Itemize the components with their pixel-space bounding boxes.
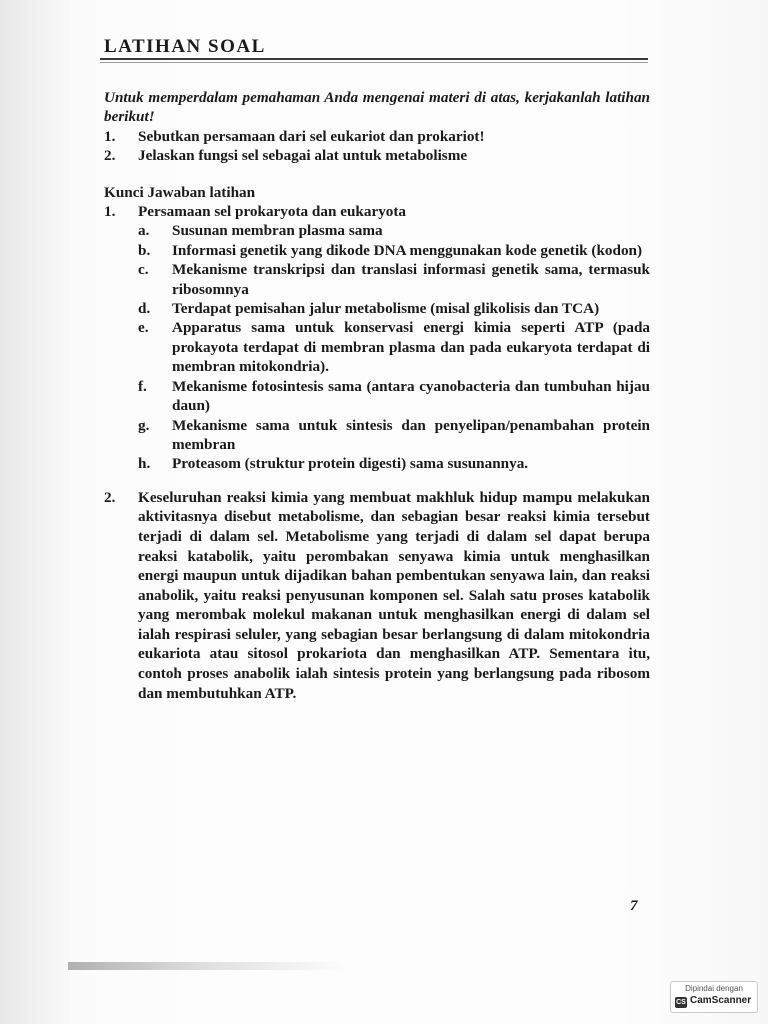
list-item bbox=[104, 299, 650, 318]
list-item bbox=[104, 318, 650, 376]
item-letter: d. bbox=[138, 300, 151, 318]
answer-number: 2. bbox=[104, 488, 116, 506]
item-letter: f. bbox=[138, 377, 147, 395]
watermark-caption: Dipindai dengan bbox=[685, 984, 743, 993]
question-number: 1. bbox=[104, 127, 116, 145]
item-letter: c. bbox=[138, 261, 149, 279]
list-item bbox=[104, 260, 650, 299]
question-number: 2. bbox=[104, 147, 116, 165]
question-list bbox=[104, 127, 650, 166]
answer-key-title: Kunci Jawaban latihan bbox=[104, 183, 256, 201]
answer-1-heading bbox=[104, 202, 650, 221]
answer-number: 1. bbox=[104, 203, 116, 221]
answer-1-list bbox=[104, 221, 650, 473]
item-letter: h. bbox=[138, 455, 151, 473]
document-body bbox=[104, 88, 650, 703]
list-item bbox=[104, 416, 650, 455]
item-text: Mekanisme fotosintesis sama (antara cyanobacteria dan tumbuhan hijau daun) bbox=[172, 377, 650, 415]
question-text: Jelaskan fungsi sel sebagai alat untuk metabolisme bbox=[138, 147, 468, 165]
item-text: Proteasom (struktur protein digesti) sama susunannya. bbox=[172, 455, 529, 473]
answer-2 bbox=[104, 488, 650, 704]
page-number: 7 bbox=[630, 898, 638, 914]
answer-2-paragraph: Keseluruhan reaksi kimia yang membuat makhluk hidup mampu melakukan aktivitasnya disebut metabolisme, dan sebagian besar reaksi kimia tersebut terjadi di dalam sel. Metabolisme yang terjadi di dalam sel dapat berupa reaksi katabolik, yaitu perombakan senyawa kimia untuk menghasilkan energi maupun untuk dijadikan bahan pembentukan senyawa lain, dan reaksi anabolik, yaitu reaksi penyusunan komponen sel. Salah satu proses katabolik yang merombak molekul makanan untuk menghasilkan energi di dalam sel ialah respirasi seluler, yang sebagian besar berlangsung di dalam mitokondria eukariota atau sitosol prokariota dan menghasilkan ATP. Sementara itu, contoh proses anabolik ialah sintesis protein yang berlangsung pada ribosom dan membutuhkan ATP. bbox=[138, 488, 650, 702]
page-title: LATIHAN SOAL bbox=[104, 36, 266, 57]
item-text: Apparatus sama untuk konservasi energi kimia seperti ATP (pada prokayota terdapat di membran plasma dan pada eukaryota terdapat di membran mitokondria). bbox=[172, 319, 650, 376]
item-letter: a. bbox=[138, 222, 150, 240]
list-item bbox=[104, 454, 650, 473]
item-text: Susunan membran plasma sama bbox=[172, 222, 383, 240]
camscanner-watermark bbox=[670, 981, 758, 1013]
title-underline-thin bbox=[100, 62, 648, 63]
list-item bbox=[104, 241, 650, 260]
item-letter: b. bbox=[138, 241, 151, 259]
list-item bbox=[104, 221, 650, 240]
camscanner-logo-icon: CS bbox=[676, 999, 686, 1006]
list-item bbox=[104, 377, 650, 416]
watermark-brand: CamScanner bbox=[690, 995, 752, 1006]
scan-edge-artifact bbox=[68, 962, 348, 970]
item-text: Mekanisme sama untuk sintesis dan penyelipan/penambahan protein membran bbox=[172, 416, 650, 453]
item-text: Terdapat pemisahan jalur metabolisme (misal glikolisis dan TCA) bbox=[172, 300, 600, 318]
question-item bbox=[104, 127, 650, 146]
question-text: Sebutkan persamaan dari sel eukariot dan prokariot! bbox=[138, 127, 485, 145]
item-text: Informasi genetik yang dikode DNA menggunakan kode genetik (kodon) bbox=[172, 241, 643, 259]
item-letter: e. bbox=[138, 319, 149, 337]
title-underline bbox=[100, 58, 648, 60]
intro-paragraph: Untuk memperdalam pemahaman Anda mengenai materi di atas, kerjakanlah latihan berikut! bbox=[104, 89, 650, 126]
scan-shadow bbox=[0, 0, 70, 1024]
item-text: Mekanisme transkripsi dan translasi informasi genetik sama, termasuk ribosomnya bbox=[172, 261, 650, 298]
item-letter: g. bbox=[138, 416, 150, 434]
question-item bbox=[104, 146, 650, 165]
answer-heading-text: Persamaan sel prokaryota dan eukaryota bbox=[138, 203, 407, 221]
